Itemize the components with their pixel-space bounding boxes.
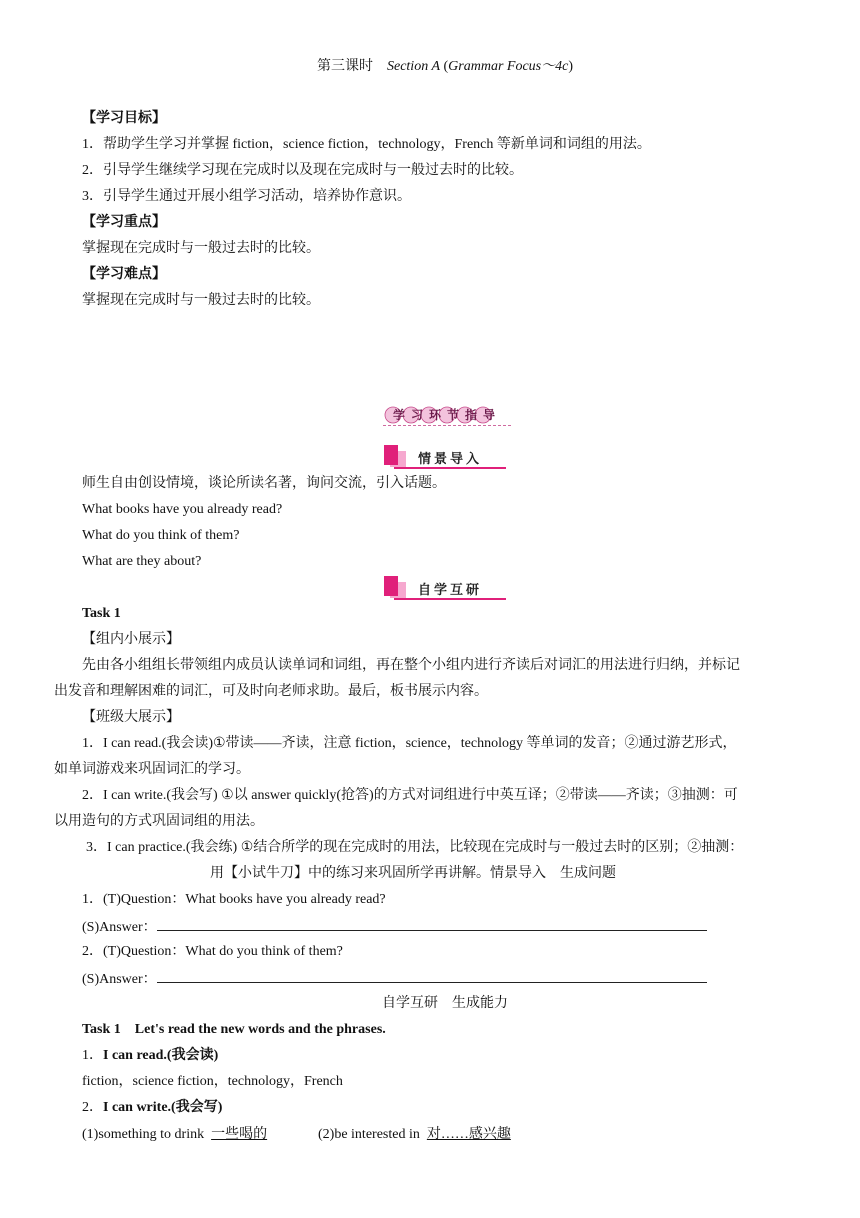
self-study-badge-text: 自学互研 — [418, 583, 483, 598]
phrase-item: (1)something to drink 一些喝的 — [82, 1127, 268, 1142]
guide-badge — [383, 405, 511, 427]
objective-item: 2．引导学生继续学习现在完成时以及现在完成时与一般过去时的比较。 — [82, 163, 523, 178]
guide-badge-text: 学习环节指导 — [393, 408, 502, 422]
task-heading: Task 1 — [82, 606, 121, 621]
intro-line: What are they about? — [82, 554, 202, 569]
self-study-badge — [384, 576, 506, 600]
key-points-heading: 【学习重点】 — [82, 215, 166, 230]
question-line: 2．(T)Question：What do you think of them? — [82, 944, 343, 959]
group-text: 先由各小组组长带领组内成员认读单词和词组，再在整个小组内进行齐读后对词汇的用法进行归纳，并标记 — [82, 658, 740, 673]
badge-square-icon — [384, 445, 398, 465]
group-text: 出发音和理解困难的词汇，可及时向老师求助。最后，板书展示内容。 — [54, 684, 488, 699]
class-item: 如单词游戏来巩固词汇的学习。 — [54, 762, 250, 777]
intro-section-badge — [384, 445, 506, 469]
words-list: fiction，science fiction，technology，French — [82, 1074, 343, 1089]
group-heading: 【组内小展示】 — [82, 632, 180, 647]
intro-line: What do you think of them? — [82, 528, 240, 543]
phrase-answer: 一些喝的 — [211, 1127, 268, 1142]
read-label: 1．I can read.(我会读) — [82, 1048, 219, 1063]
question-line: 1．(T)Question：What books have you already read? — [82, 892, 386, 907]
lesson-header: 第三课时 Section A (Grammar Focus～4c) — [316, 59, 573, 74]
class-heading: 【班级大展示】 — [82, 710, 180, 725]
part2-title: 自学互研 生成能力 — [382, 996, 508, 1011]
phrase-answer: 对……感兴趣 — [426, 1127, 511, 1142]
class-item: 3．I can practice.(我会练) ①结合所学的现在完成时的用法，比较现在完成时与一般过去时的区别；②抽测： — [86, 840, 744, 855]
answer-line: (S)Answer： — [82, 917, 707, 937]
objectives-heading: 【学习目标】 — [82, 111, 166, 126]
key-points-text: 掌握现在完成时与一般过去时的比较。 — [82, 241, 320, 256]
difficulties-text: 掌握现在完成时与一般过去时的比较。 — [82, 293, 320, 308]
answer-blank[interactable] — [157, 917, 707, 931]
class-item: 以用造句的方式巩固词组的用法。 — [54, 814, 264, 829]
write-label: 2．I can write.(我会写) — [82, 1100, 223, 1115]
phrase-item: (2)be interested in 对……感兴趣 — [318, 1127, 511, 1142]
part2-task: Task 1 Let's read the new words and the phrases. — [82, 1022, 386, 1037]
intro-line: 师生自由创设情境，谈论所读名著，询问交流，引入话题。 — [82, 476, 446, 491]
objective-item: 1．帮助学生学习并掌握 fiction，science fiction，technology，French 等新单词和词组的用法。 — [82, 137, 651, 152]
topic-label: Grammar Focus～4c — [448, 59, 569, 74]
badge-square-icon — [384, 576, 398, 596]
class-item: 2．I can write.(我会写) ①以 answer quickly(抢答)的方式对词组进行中英互译；②带读——齐读；③抽测：可 — [82, 788, 738, 803]
intro-line: What books have you already read? — [82, 502, 283, 517]
class-item: 1．I can read.(我会读)①带读——齐读，注意 fiction，science，technology 等单词的发音；②通过游艺形式， — [82, 736, 737, 751]
lesson-number: 第三课时 — [316, 59, 373, 74]
answer-line: (S)Answer： — [82, 969, 707, 989]
class-item: 用【小试牛刀】中的练习来巩固所学再讲解。情景导入 生成问题 — [210, 866, 616, 881]
answer-blank[interactable] — [157, 969, 707, 983]
difficulties-heading: 【学习难点】 — [82, 267, 166, 282]
section-label: Section A — [386, 59, 440, 74]
objective-item: 3．引导学生通过开展小组学习活动，培养协作意识。 — [82, 189, 411, 204]
intro-badge-text: 情景导入 — [418, 452, 483, 467]
